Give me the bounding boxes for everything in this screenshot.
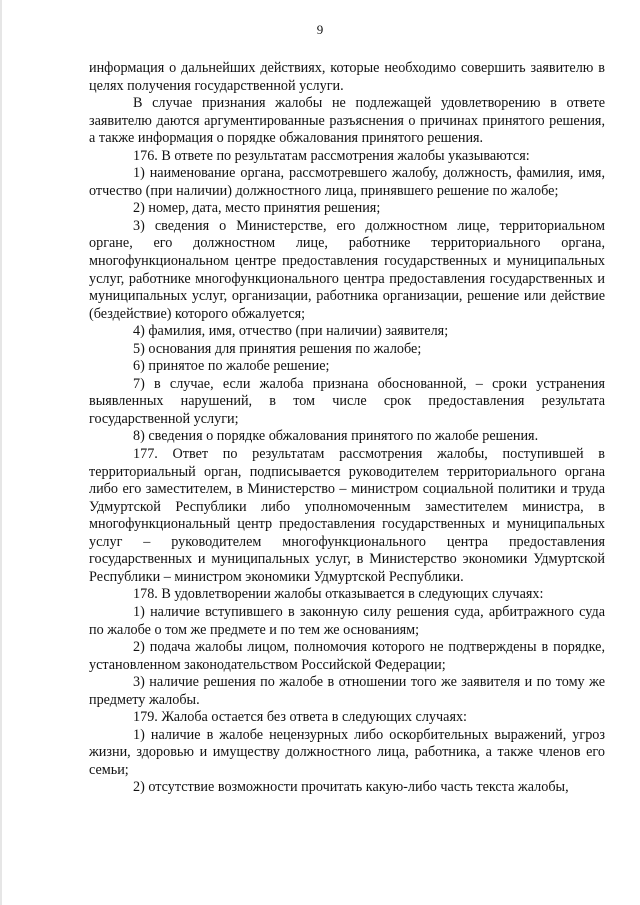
list-item-178-1: 1) наличие вступившего в законную силу решения суда, арбитражного суда по жалобе о том же предмете и по тем же основаниям; [89, 603, 605, 638]
list-item-176-5: 5) основания для принятия решения по жалобе; [133, 340, 422, 357]
paragraph-178: 178. В удовлетворении жалобы отказывается в следующих случаях: [133, 586, 544, 603]
paragraph-refusal-explanation: В случае признания жалобы не подлежащей удовлетворению в ответе заявителю даются аргументированные разъяснения о причинах принятого решения, а также информация о порядке обжалования принятого решения. [89, 95, 605, 147]
paragraph-176: 176. В ответе по результатам рассмотрения жалобы указываются: [133, 147, 530, 164]
list-item-176-1: 1) наименование органа, рассмотревшего жалобу, должность, фамилия, имя, отчество (при наличии) должностного лица, принявшего решение по жалобе; [89, 165, 605, 199]
page-number: 9 [316, 22, 324, 37]
list-item-176-2: 2) номер, дата, место принятия решения; [133, 200, 381, 217]
list-item-176-3: 3) сведения о Министерстве, его должностном лице, территориальном органе, его должностном лице, работнике территориального органа, многофункциональном центре предоставления государственных и муниципальных услуг, работнике многофункционального центра предоставления государственных и муниципальных услуг, организации, работника организации, решение или действие (бездействие) которого обжалуется; [89, 217, 605, 322]
paragraph-177: 177. Ответ по результатам рассмотрения жалобы, поступившей в территориальный орган, подписывается руководителем территориального органа либо его заместителем, в Министерство – министром социальной политики и труда Удмуртской Республики либо уполномоченным заместителем министра, в многофункциональный центр предоставления государственных и муниципальных услуг – руководителем многофункционального центра предоставления государственных и муниципальных услуг, в Министерство экономики Удмуртской Республики – министром экономики Удмуртской Республики. [89, 446, 605, 585]
list-item-176-7: 7) в случае, если жалоба признана обоснованной, – сроки устранения выявленных нарушений, в том числе срок предоставления результата государственной услуги; [89, 375, 605, 427]
list-item-176-6: 6) принятое по жалобе решение; [133, 358, 330, 375]
paragraph-179: 179. Жалоба остается без ответа в следующих случаях: [133, 709, 468, 726]
list-item-178-2: 2) подача жалобы лицом, полномочия которого не подтверждены в порядке, установленном законодательством Российской Федерации; [89, 639, 605, 673]
list-item-178-3: 3) наличие решения по жалобе в отношении того же заявителя и по тому же предмету жалобы. [89, 674, 605, 708]
scan-edge [0, 0, 2, 905]
paragraph-continuation: информация о дальнейших действиях, которые необходимо совершить заявителю в целях получения государственной услуги. [89, 60, 605, 94]
list-item-176-8: 8) сведения о порядке обжалования принятого по жалобе решения. [133, 428, 539, 445]
document-body [89, 60, 605, 797]
list-item-179-2: 2) отсутствие возможности прочитать какую-либо часть текста жалобы, [133, 779, 569, 796]
list-item-176-4: 4) фамилия, имя, отчество (при наличии) заявителя; [133, 323, 449, 340]
list-item-179-1: 1) наличие в жалобе нецензурных либо оскорбительных выражений, угроз жизни, здоровью и имуществу должностного лица, работника, а также членов его семьи; [89, 726, 605, 778]
